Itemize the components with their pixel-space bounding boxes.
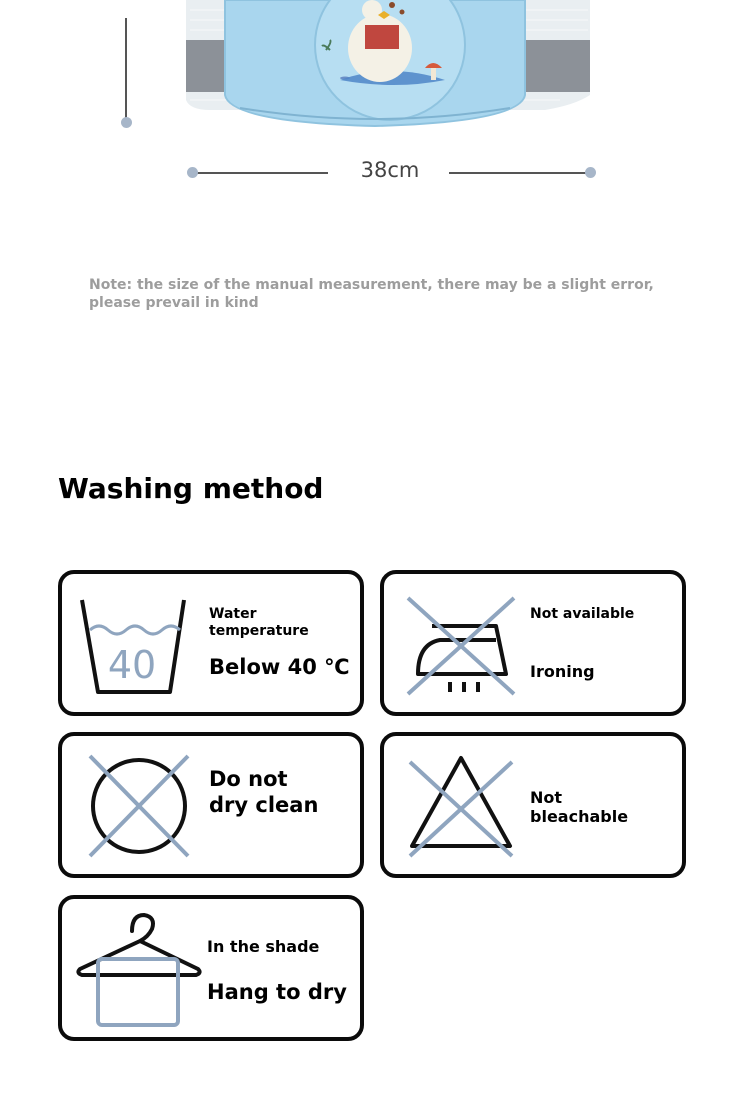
wash-temperature-number: 40 [107, 643, 157, 687]
no-dry-clean-icon [84, 752, 194, 860]
width-dimension-label: 38cm [360, 158, 420, 182]
no-bleach-icon [404, 750, 518, 864]
no-iron-icon [404, 594, 518, 698]
hanger-icon [74, 909, 204, 1033]
measurement-note: Note: the size of the manual measurement, there may be a slight error, please prevail in kind [89, 277, 654, 311]
card-line-2: Hang to dry [207, 980, 347, 1004]
dimension-endpoint-dot [121, 117, 132, 128]
card-line-2: Below 40 ℃ [209, 655, 350, 679]
section-title: Washing method [58, 472, 324, 505]
card-line-1: In the shade [207, 937, 320, 956]
card-line-2: Ironing [530, 662, 595, 681]
width-dimension-line-right [449, 172, 589, 174]
care-card-hang-dry [58, 895, 364, 1041]
care-card-wash-temperature [58, 570, 364, 716]
care-card-ironing [380, 570, 686, 716]
card-line-1: Not bleachable [530, 788, 629, 826]
card-line-1: Do not dry clean [209, 767, 319, 817]
width-dimension-line-left [193, 172, 328, 174]
dimension-endpoint-dot [585, 167, 596, 178]
care-card-dry-clean [58, 732, 364, 878]
care-card-bleach [380, 732, 686, 878]
dimension-endpoint-dot [187, 167, 198, 178]
card-line-1: Water temperature [209, 606, 309, 639]
product-image [0, 0, 750, 135]
card-line-1: Not available [530, 606, 635, 622]
height-dimension-line [125, 18, 127, 120]
wash-tub-icon [78, 596, 190, 696]
